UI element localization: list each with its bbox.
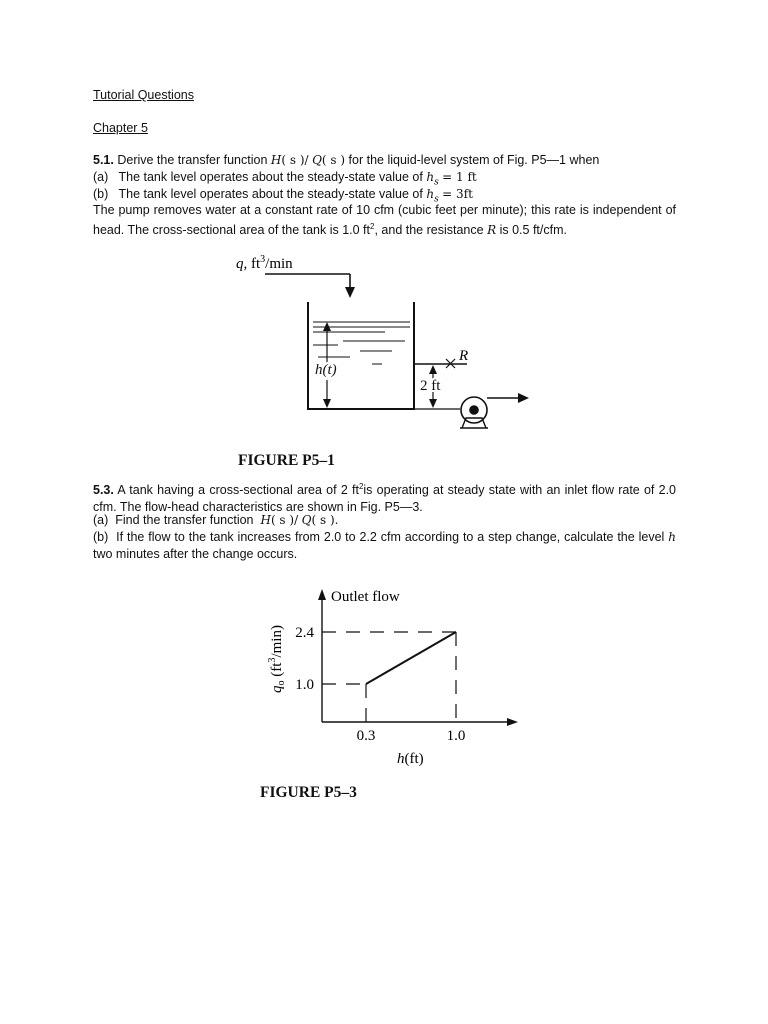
- q51-tf-s2: ( s ): [321, 153, 346, 167]
- y-tick-label: 2.4: [295, 625, 314, 641]
- figure-p5-3-caption: FIGURE P5–3: [260, 784, 357, 801]
- q51-desc-end: is 0.5 ft/cfm.: [499, 222, 567, 237]
- q53-a-text: Find the transfer function: [115, 513, 254, 527]
- q53-text-end: is operating at steady state with an inlet flow rate of 2.0 cfm. The flow-head characteristics are shown in Fig. P5—3.: [93, 483, 676, 514]
- q51-b-text: The tank level operates about the steady-state value of: [118, 187, 423, 201]
- q53-b-var: h: [668, 530, 676, 544]
- q51-a-var: h: [426, 170, 435, 184]
- q53-part-a: [93, 512, 338, 529]
- q51-a-text: The tank level operates about the steady-state value of: [118, 170, 423, 184]
- figure-p5-1: [0, 0, 768, 480]
- q51-intro-end: for the liquid-level system of Fig. P5—1 when: [348, 153, 600, 167]
- q53-intro: [93, 479, 676, 515]
- q53-tf-Q: Q: [301, 513, 312, 527]
- q51-tf-s1: ( s )/: [281, 153, 309, 167]
- q51-desc-mid: , and the resistance: [374, 222, 484, 237]
- pump-height-arrow-up-icon: [429, 365, 437, 374]
- figure-p5-3-chart: [0, 560, 768, 800]
- q51-b-var: h: [426, 187, 435, 201]
- q53-tf-H: H: [260, 513, 271, 527]
- q53-number: 5.3.: [93, 483, 114, 498]
- tank-height-label: h(t): [315, 362, 337, 378]
- q53-b-text: If the flow to the tank increases from 2.0 to 2.2 cfm according to a step change, calculate the level: [116, 530, 665, 544]
- document-title: Tutorial Questions: [93, 88, 194, 102]
- resistance-label: R: [459, 348, 469, 364]
- inflow-label: q, $ft^3/\min$: [236, 254, 293, 272]
- q51-desc-sup: 2: [370, 221, 375, 231]
- y-tick-label: 1.0: [295, 677, 314, 693]
- pump-height-label: 2 ft: [420, 378, 441, 394]
- y-axis-arrow-icon: [318, 589, 326, 600]
- q53-tf-s1: ( s )/: [270, 513, 299, 527]
- q51-tf-Q: Q: [312, 153, 322, 167]
- x-axis-label: h(ft): [397, 751, 424, 767]
- q51-b-sub: s: [434, 194, 439, 205]
- q51-desc-text: The pump removes water at a constant rate of 10 cfm (cubic feet per minute); this rate is independent of head. The cross-sectional area of the tank is 1.0 ft: [93, 203, 676, 237]
- q53-sup: 2: [358, 482, 364, 491]
- q53-b-text-end: two minutes after the change occurs.: [93, 546, 298, 561]
- height-arrow-down-icon: [323, 399, 331, 408]
- q51-number: 5.1.: [93, 153, 114, 167]
- q53-b-label: (b): [93, 530, 109, 544]
- tank-walls: [308, 302, 414, 409]
- chart-title: Outlet flow: [331, 589, 400, 605]
- q51-a-value: = 1 ft: [442, 170, 477, 184]
- x-tick-label: 0.3: [356, 728, 376, 744]
- inflow-arrow-icon: [345, 287, 355, 298]
- q51-a-sub: s: [434, 177, 439, 188]
- q53-tf-s2: ( s ).: [311, 513, 339, 527]
- q51-b-label: (b): [93, 187, 109, 201]
- y-axis-label: $q_o$ $(ft^3/\min)$: [267, 625, 287, 693]
- q53-part-b: [93, 529, 676, 562]
- q51-desc-var: R: [487, 222, 497, 237]
- figure-p5-1-caption: FIGURE P5–1: [238, 452, 335, 469]
- x-tick-label: 1.0: [446, 728, 466, 744]
- pump-height-arrow-down-icon: [429, 399, 437, 408]
- outflow-arrow-icon: [518, 393, 529, 403]
- series-line: [366, 632, 456, 684]
- q51-b-value: = 3ft: [442, 187, 473, 201]
- pump-hub: [470, 406, 478, 414]
- q53-text: A tank having a cross-sectional area of 2 ft: [117, 483, 359, 498]
- q53-a-label: (a): [93, 513, 109, 527]
- x-axis-arrow-icon: [507, 718, 518, 726]
- q51-intro: Derive the transfer function: [117, 153, 268, 167]
- q51-tf-H: H: [270, 153, 282, 167]
- q51-a-label: (a): [93, 170, 109, 184]
- chapter-heading: Chapter 5: [93, 121, 148, 135]
